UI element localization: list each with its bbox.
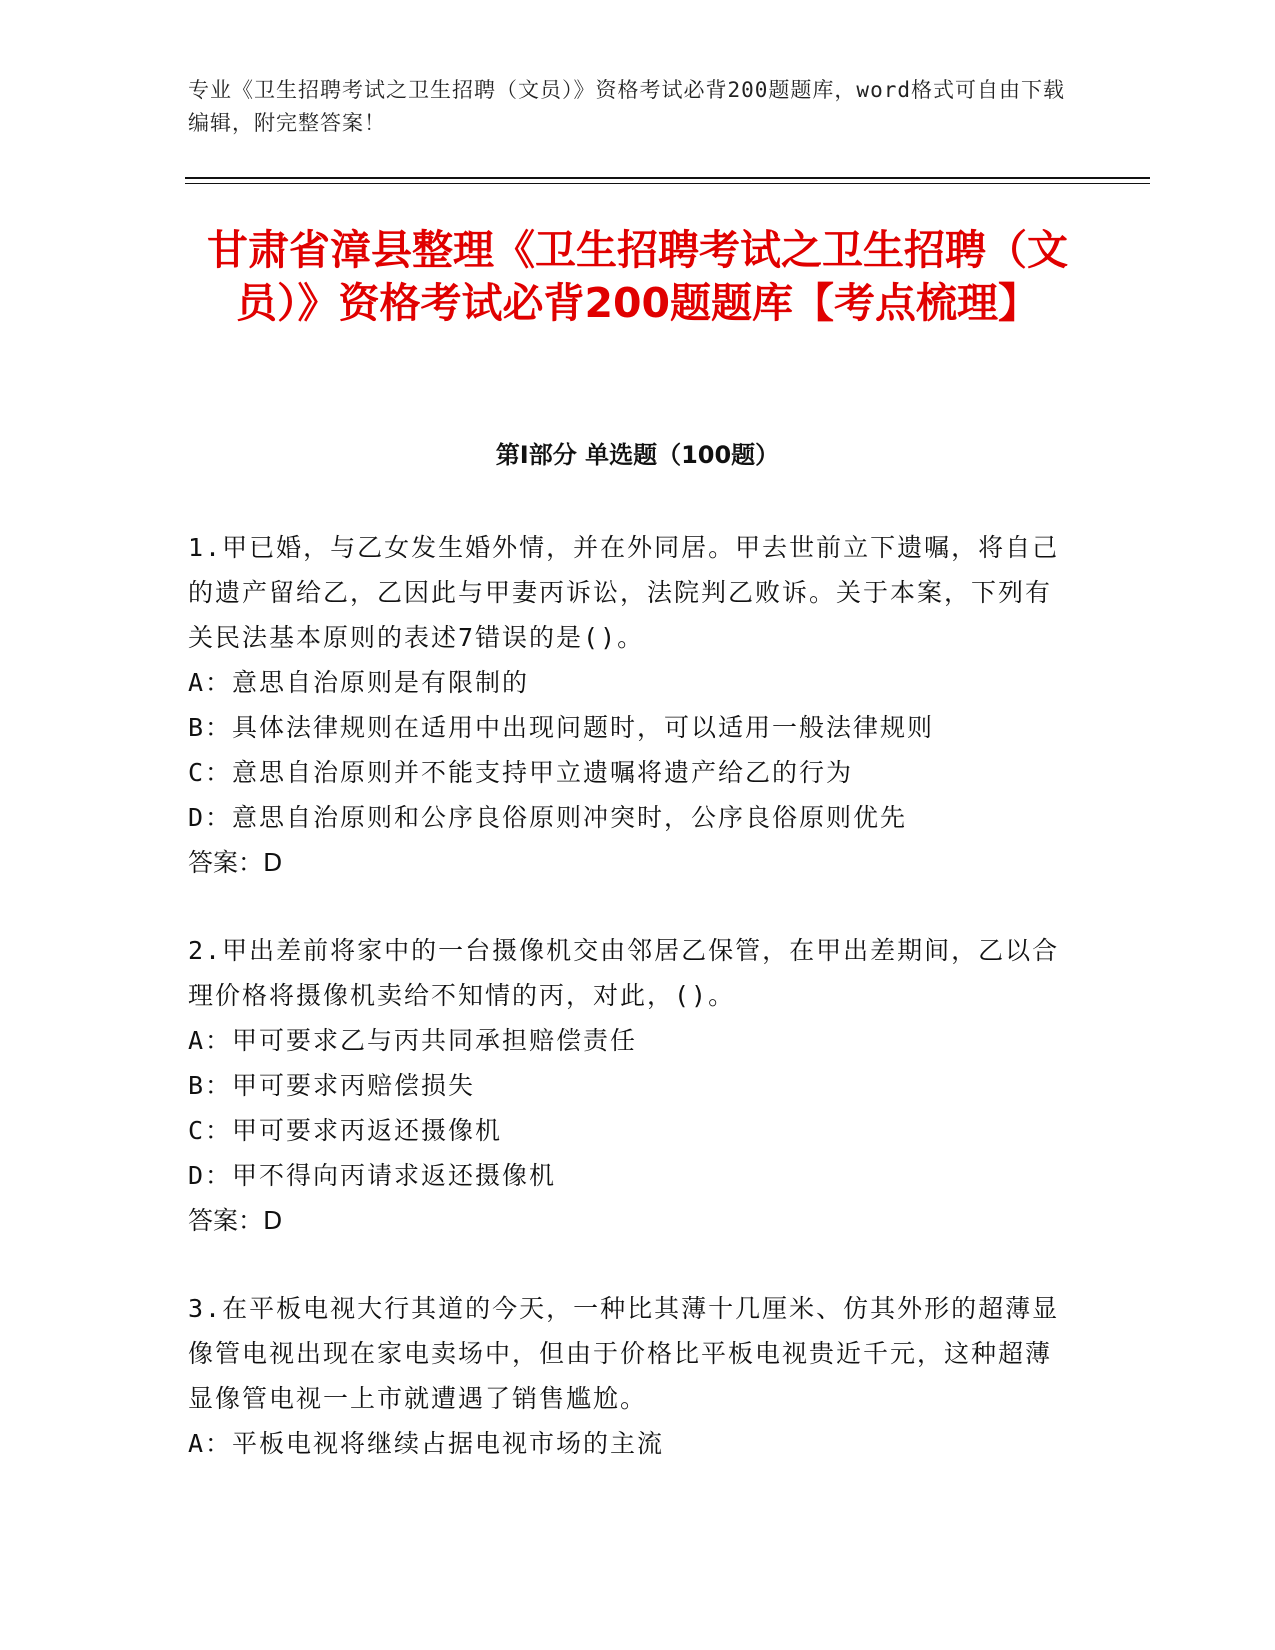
option-a: A：平板电视将继续占据电视市场的主流 (188, 1429, 665, 1458)
option-a: A：甲可要求乙与丙共同承担赔偿责任 (188, 1026, 638, 1055)
question-3 (188, 1286, 1068, 1466)
question-list (188, 525, 1068, 1509)
option-b: B：甲可要求丙赔偿损失 (188, 1071, 476, 1100)
answer-line: 答案：D (188, 848, 283, 877)
option-c: C：意思自治原则并不能支持甲立遗嘱将遗产给乙的行为 (188, 758, 854, 787)
section-heading: 第I部分 单选题（100题） (495, 441, 780, 469)
option-a: A：意思自治原则是有限制的 (188, 668, 530, 697)
option-d: D：意思自治原则和公序良俗原则冲突时，公序良俗原则优先 (188, 803, 908, 832)
question-stem: 2.甲出差前将家中的一台摄像机交由邻居乙保管，在甲出差期间，乙以合理价格将摄像机卖给不知情的丙，对此，()。 (188, 936, 1060, 1010)
option-d: D：甲不得向丙请求返还摄像机 (188, 1161, 557, 1190)
option-c: C：甲可要求丙返还摄像机 (188, 1116, 503, 1145)
question-2 (188, 928, 1068, 1243)
option-b: B：具体法律规则在适用中出现问题时，可以适用一般法律规则 (188, 713, 935, 742)
question-stem: 3.在平板电视大行其道的今天，一种比其薄十几厘米、仿其外形的超薄显像管电视出现在家电卖场中，但由于价格比平板电视贵近千元，这种超薄显像管电视一上市就遭遇了销售尴尬。 (188, 1294, 1060, 1413)
document-title: 甘肃省漳县整理《卫生招聘考试之卫生招聘（文员）》资格考试必背200题题库【考点梳理】 (207, 226, 1068, 327)
question-1 (188, 525, 1068, 885)
question-stem: 1.甲已婚，与乙女发生婚外情，并在外同居。甲去世前立下遗嘱，将自己的遗产留给乙，乙因此与甲妻丙诉讼，法院判乙败诉。关于本案，下列有关民法基本原则的表述7错误的是()。 (188, 533, 1060, 652)
header-divider-thick (185, 177, 1150, 179)
header-note: 专业《卫生招聘考试之卫生招聘（文员）》资格考试必背200题题库，word格式可自由下载编辑，附完整答案！ (188, 78, 1065, 135)
answer-line: 答案：D (188, 1206, 283, 1235)
header-divider-thin (185, 183, 1150, 184)
